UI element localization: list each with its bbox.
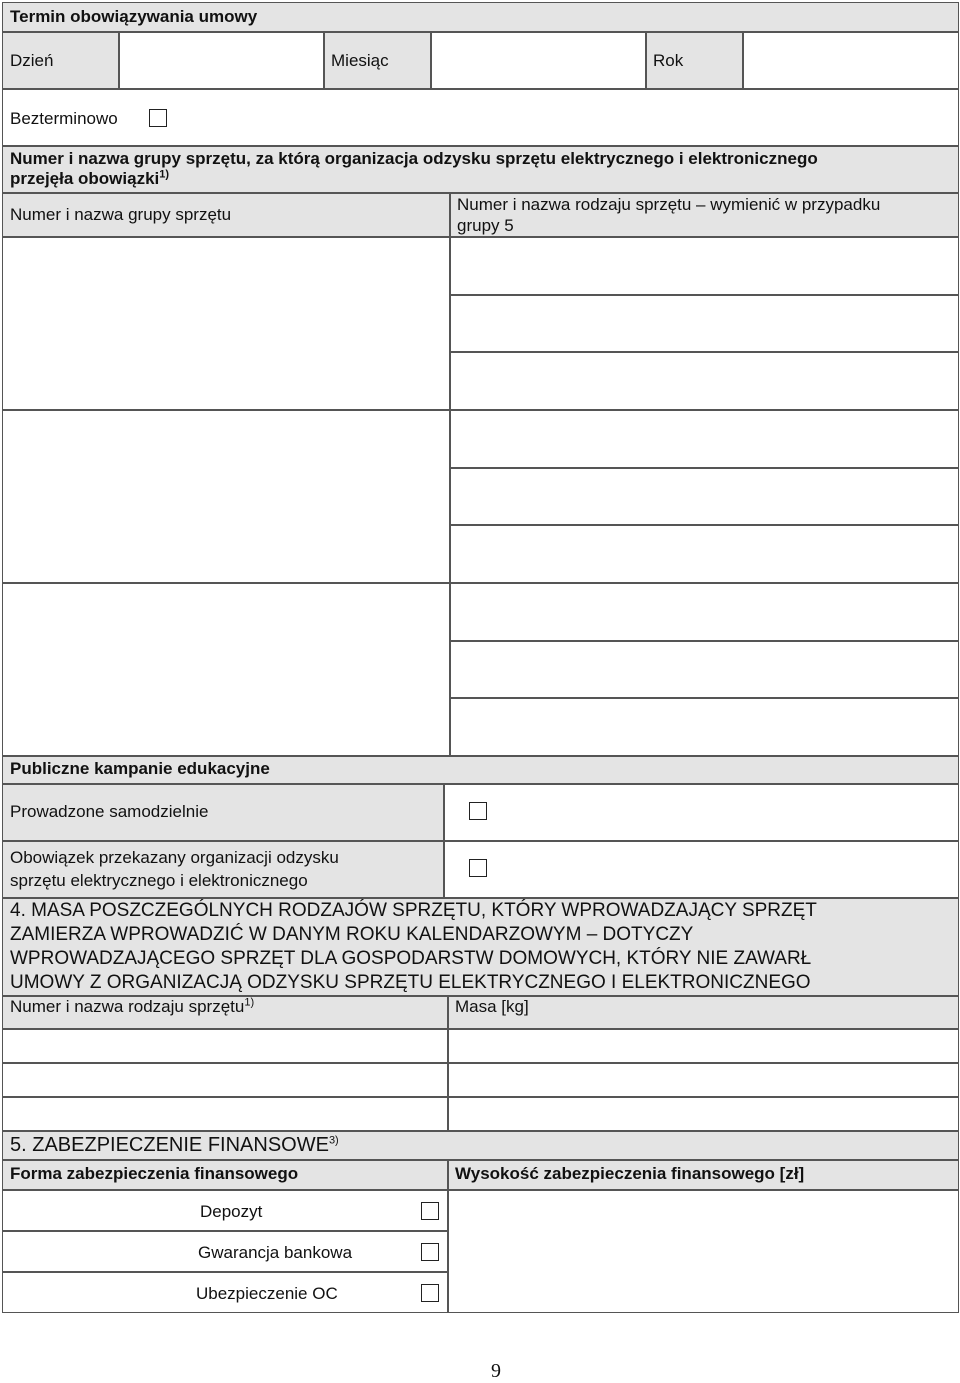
day-input[interactable] — [119, 32, 324, 89]
term-month-label-cell — [324, 32, 431, 89]
type-row-3[interactable] — [450, 352, 959, 410]
section5-heading — [2, 1131, 959, 1160]
section5-row-deposit — [2, 1190, 448, 1231]
type-row-9[interactable] — [450, 698, 959, 756]
section4-row2-type[interactable] — [2, 1063, 448, 1097]
type-row-6[interactable] — [450, 525, 959, 583]
groups-heading-line2-wrap — [10, 169, 169, 189]
campaigns-option1-cell — [444, 784, 959, 841]
section4-col1-header-wrap — [10, 997, 254, 1017]
campaigns-option1-label-cell — [2, 784, 444, 841]
section5-option-guarantee: Gwarancja bankowa — [198, 1243, 353, 1262]
type-row-7[interactable] — [450, 583, 959, 641]
section5-col2-header — [448, 1160, 959, 1190]
section4-row1-type[interactable] — [2, 1029, 448, 1063]
term-title: Termin obowiązywania umowy — [10, 7, 258, 26]
indefinite-row — [2, 89, 959, 146]
term-year-label-cell — [646, 32, 743, 89]
campaigns-title: Publiczne kampanie edukacyjne — [10, 759, 270, 778]
indefinite-checkbox[interactable] — [149, 109, 167, 127]
year-input[interactable] — [743, 32, 959, 89]
groups-heading-footnote: 1) — [159, 168, 170, 181]
campaigns-option1-checkbox[interactable] — [469, 802, 487, 820]
type-row-8[interactable] — [450, 641, 959, 698]
campaigns-option2-cell — [444, 841, 959, 898]
groups-col2-header-line2: grupy 5 — [457, 216, 514, 235]
section4-heading-line4: UMOWY Z ORGANIZACJĄ ODZYSKU SPRZĘTU ELEKTRYCZNEGO I ELEKTRONICZNEGO — [10, 972, 811, 993]
type-row-2[interactable] — [450, 295, 959, 352]
type-row-4[interactable] — [450, 410, 959, 468]
section5-amount-input[interactable] — [448, 1190, 959, 1313]
group-block-1[interactable] — [2, 237, 450, 410]
section4-row3-type[interactable] — [2, 1097, 448, 1131]
group-block-3[interactable] — [2, 583, 450, 756]
section5-heading-wrap — [10, 1133, 339, 1157]
section4-col1-header-label: Numer i nazwa rodzaju sprzętu — [10, 997, 245, 1016]
type-row-5[interactable] — [450, 468, 959, 525]
section5-col2-header-label: Wysokość zabezpieczenia finansowego [zł] — [455, 1164, 805, 1183]
section5-row-guarantee — [2, 1231, 448, 1272]
deposit-checkbox[interactable] — [421, 1202, 439, 1220]
section4-row1-mass[interactable] — [448, 1029, 959, 1063]
section5-option-deposit: Depozyt — [200, 1202, 263, 1221]
year-label: Rok — [653, 51, 684, 70]
groups-col2-header — [450, 193, 959, 237]
groups-col1-header-label: Numer i nazwa grupy sprzętu — [10, 205, 232, 224]
term-day-label-cell — [2, 32, 119, 89]
section4-heading-line3: WPROWADZAJĄCEGO SPRZĘT DLA GOSPODARSTW DOMOWYCH, KTÓRY NIE ZAWARŁ — [10, 948, 812, 969]
group-block-2[interactable] — [2, 410, 450, 583]
groups-heading-line1: Numer i nazwa grupy sprzętu, za którą organizacja odzysku sprzętu elektrycznego i elektronicznego — [10, 149, 818, 168]
day-label: Dzień — [10, 51, 54, 70]
section4-heading-line1: 4. MASA POSZCZEGÓLNYCH RODZAJÓW SPRZĘTU, KTÓRY WPROWADZAJĄCY SPRZĘT — [10, 900, 817, 921]
section4-col1-header — [2, 996, 448, 1029]
type-row-1[interactable] — [450, 237, 959, 295]
month-input[interactable] — [431, 32, 646, 89]
campaigns-option2-checkbox[interactable] — [469, 859, 487, 877]
campaigns-option2-label-cell — [2, 841, 444, 898]
section4-row3-mass[interactable] — [448, 1097, 959, 1131]
section5-heading-label: 5. ZABEZPIECZENIE FINANSOWE — [10, 1134, 329, 1156]
section4-heading — [2, 898, 959, 996]
section5-heading-footnote: 3) — [328, 1134, 339, 1147]
section4-col2-header — [448, 996, 959, 1029]
campaigns-option1-label: Prowadzone samodzielnie — [10, 802, 209, 821]
month-label: Miesiąc — [331, 51, 389, 70]
section4-heading-line2: ZAMIERZA WPROWADZIĆ W DANYM ROKU KALENDARZOWYM – DOTYCZY — [10, 924, 694, 945]
insurance-checkbox[interactable] — [421, 1284, 439, 1302]
section4-row2-mass[interactable] — [448, 1063, 959, 1097]
campaigns-option2-label-line1: Obowiązek przekazany organizacji odzysku — [10, 848, 339, 867]
page-number: 9 — [491, 1360, 501, 1382]
section5-option-insurance: Ubezpieczenie OC — [196, 1284, 338, 1303]
groups-col2-header-line1: Numer i nazwa rodzaju sprzętu – wymienić w przypadku — [457, 195, 881, 214]
campaigns-option2-label-line2: sprzętu elektrycznego i elektronicznego — [10, 871, 308, 890]
section5-col1-header-label: Forma zabezpieczenia finansowego — [10, 1164, 299, 1183]
section5-row-insurance — [2, 1272, 448, 1313]
groups-heading — [2, 146, 959, 193]
section4-col1-footnote: 1) — [244, 996, 255, 1009]
section4-col2-header-label: Masa [kg] — [455, 997, 529, 1016]
term-header-row — [2, 2, 959, 32]
groups-col1-header — [2, 193, 450, 237]
section5-col1-header — [2, 1160, 448, 1190]
groups-heading-line2: przejęła obowiązki — [10, 169, 160, 188]
indefinite-label: Bezterminowo — [10, 109, 118, 128]
campaigns-heading — [2, 756, 959, 784]
bank-guarantee-checkbox[interactable] — [421, 1243, 439, 1261]
